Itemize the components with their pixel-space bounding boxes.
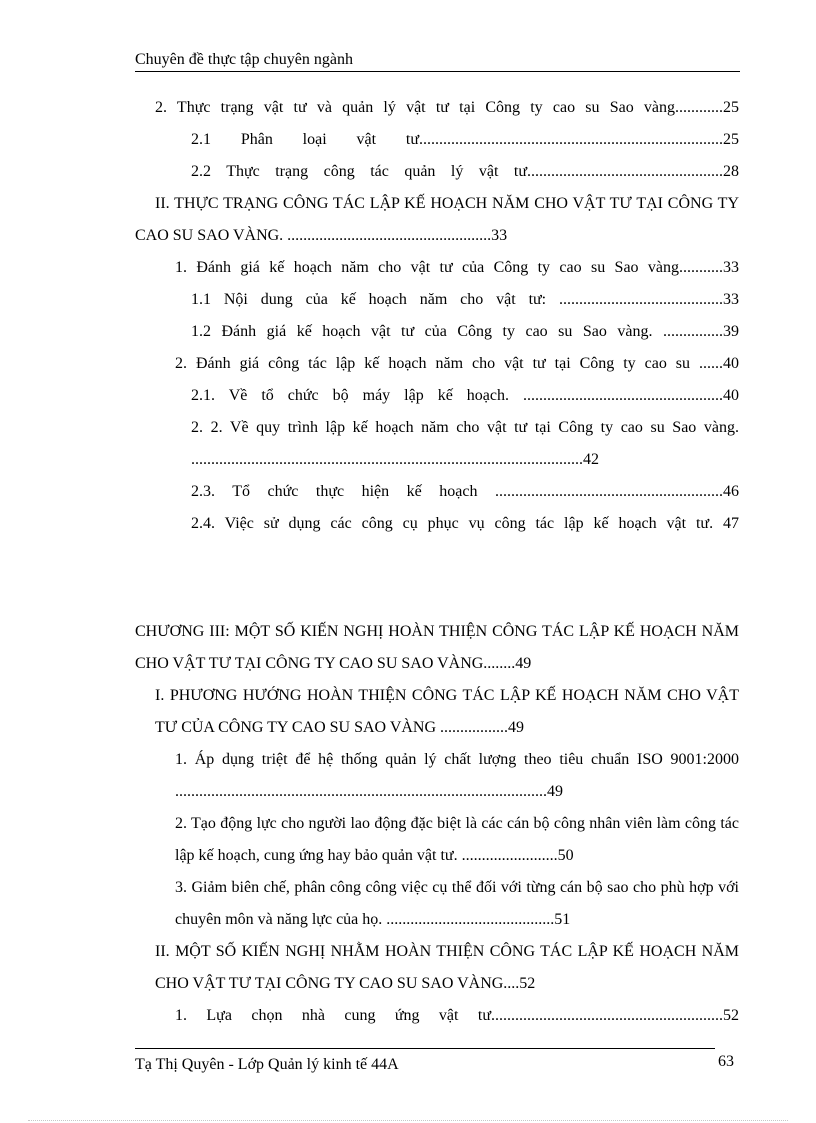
toc-entry: 2. Thực trạng vật tư và quản lý vật tư tại Công ty cao su Sao vàng............25 [155, 99, 739, 116]
toc-entry: 2.2 Thực trạng công tác quản lý vật tư.................................................28 [191, 163, 739, 180]
toc-entry: II. THỰC TRẠNG CÔNG TÁC LẬP KẾ HOẠCH NĂM CHO VẬT TƯ TẠI CÔNG TY CAO SU SAO VÀNG. ...................................................33 [135, 195, 739, 244]
toc-entry: 2. Đánh giá công tác lập kế hoạch năm cho vật tư tại Công ty cao su ......40 [175, 355, 739, 372]
toc-entry: 2.3. Tổ chức thực hiện kế hoạch .........................................................46 [191, 483, 739, 500]
toc-entry: 1. Áp dụng triệt để hệ thống quản lý chất lượng theo tiêu chuẩn ISO 9001:2000 .............................................................................................49 [175, 751, 739, 800]
toc-entry: II. MỘT SỐ KIẾN NGHỊ NHẰM HOÀN THIỆN CÔNG TÁC LẬP KẾ HOẠCH NĂM CHO VẬT TƯ TẠI CÔNG TY CAO SU SAO VÀNG....52 [155, 943, 739, 992]
toc-entry: 1.2 Đánh giá kế hoạch vật tư của Công ty cao su Sao vàng. ...............39 [191, 323, 739, 340]
toc-entry: 2.4. Việc sử dụng các công cụ phục vụ công tác lập kế hoạch vật tư. 47 [191, 515, 739, 532]
toc-entry: 2.1 Phân loại vật tư............................................................................25 [191, 131, 739, 148]
page-header: Chuyên đề thực tập chuyên ngành [135, 51, 353, 68]
toc-entry: 1. Lựa chọn nhà cung ứng vật tư..........................................................52 [175, 1007, 739, 1024]
footer-rule [135, 1048, 715, 1049]
section-gap [135, 540, 739, 616]
toc-entry: 3. Giảm biên chế, phân công công việc cụ thể đối với từng cán bộ sao cho phù hợp với chuyên môn và năng lực của họ. ..........................................51 [175, 879, 739, 928]
toc-entry: I. PHƯƠNG HƯỚNG HOÀN THIỆN CÔNG TÁC LẬP KẾ HOẠCH NĂM CHO VẬT TƯ CỦA CÔNG TY CAO SU SAO VÀNG .................49 [155, 687, 739, 736]
toc-entry: 2. 2. Về quy trình lập kế hoạch năm cho vật tư tại Công ty cao su Sao vàng. ..................................................................................................42 [191, 419, 739, 468]
toc-entry: 1.1 Nội dung của kế hoạch năm cho vật tư: .........................................33 [191, 291, 739, 308]
toc-entry: 2. Tạo động lực cho người lao động đặc biệt là các cán bộ công nhân viên làm công tác lập kế hoạch, cung ứng hay bảo quản vật tư. ........................50 [175, 815, 739, 864]
footer-author: Tạ Thị Quyên - Lớp Quản lý kinh tế 44A [135, 1056, 399, 1073]
page-number: 63 [718, 1053, 734, 1070]
table-of-contents [135, 92, 739, 1032]
toc-entry: 1. Đánh giá kế hoạch năm cho vật tư của Công ty cao su Sao vàng...........33 [175, 259, 739, 276]
page-edge [28, 1120, 788, 1121]
toc-entry: 2.1. Về tổ chức bộ máy lập kế hoạch. ..................................................40 [191, 387, 739, 404]
toc-entry: CHƯƠNG III: MỘT SỐ KIẾN NGHỊ HOÀN THIỆN CÔNG TÁC LẬP KẾ HOẠCH NĂM CHO VẬT TƯ TẠI CÔNG TY CAO SU SAO VÀNG........49 [135, 623, 739, 672]
header-rule [135, 71, 740, 72]
